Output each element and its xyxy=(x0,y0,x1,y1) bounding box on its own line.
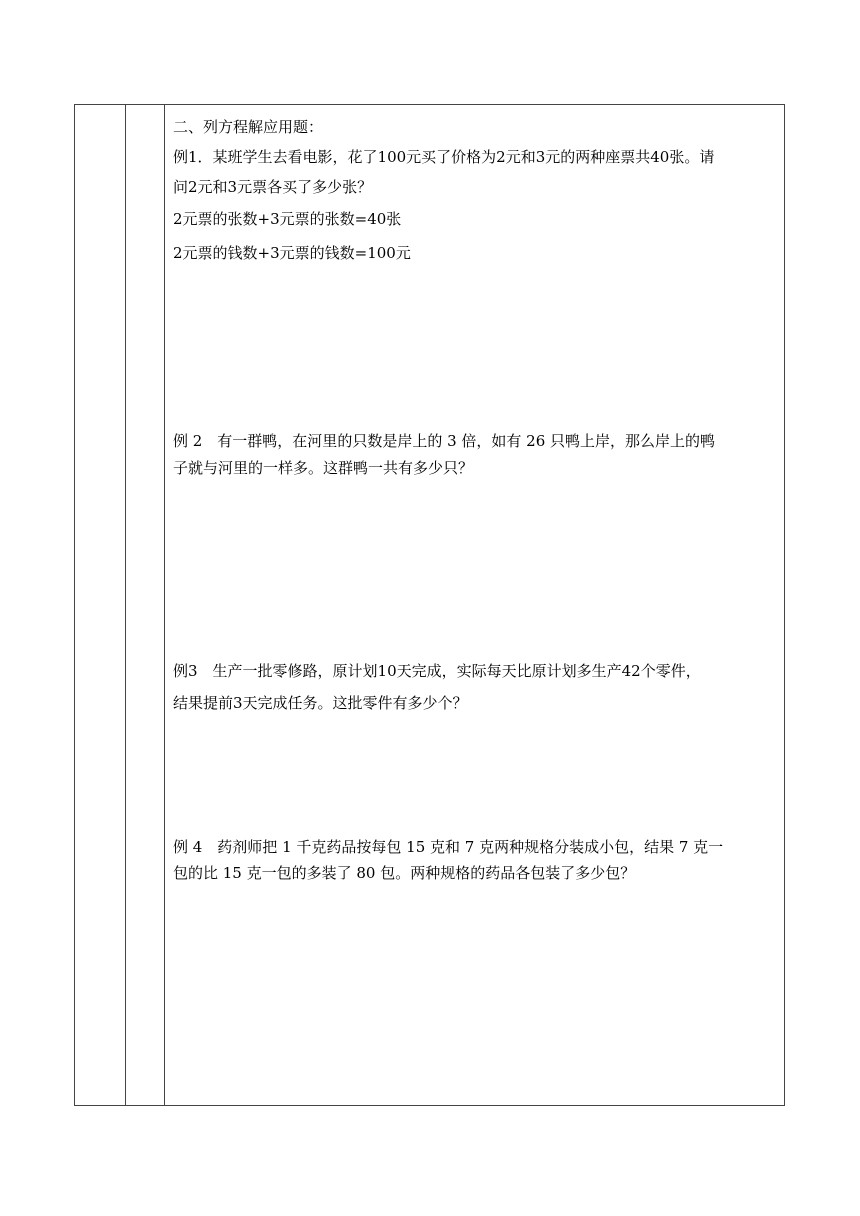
example2-line2: 子就与河里的一样多。这群鸭一共有多少只？ xyxy=(173,459,474,477)
example4-line2: 包的比 15 克一包的多装了 80 包。两种规格的药品各包装了多少包？ xyxy=(173,864,636,882)
example1-equation-money: 2元票的钱数+3元票的钱数=100元 xyxy=(173,244,411,262)
example2-line1: 例 2 有一群鸭，在河里的只数是岸上的 3 倍，如有 26 只鸭上岸，那么岸上的鸭 xyxy=(173,432,716,450)
example4-line1: 例 4 药剂师把 1 千克药品按每包 15 克和 7 克两种规格分装成小包，结果 7 克一 xyxy=(173,838,724,856)
column-divider-1 xyxy=(125,105,126,1105)
column-divider-2 xyxy=(164,105,165,1105)
example1-equation-count: 2元票的张数+3元票的张数=40张 xyxy=(173,210,402,228)
example1-line1: 例1．某班学生去看电影，花了100元买了价格为2元和3元的两种座票共40张。请 xyxy=(173,148,715,166)
example1-line2: 问2元和3元票各买了多少张？ xyxy=(173,178,373,196)
example3-line1: 例3 生产一批零修路，原计划10天完成，实际每天比原计划多生产42个零件， xyxy=(173,662,701,680)
section-title: 二、列方程解应用题： xyxy=(173,118,324,136)
example3-line2: 结果提前3天完成任务。这批零件有多少个？ xyxy=(173,694,468,712)
lesson-table xyxy=(74,104,785,1106)
content-cell xyxy=(173,105,776,1105)
